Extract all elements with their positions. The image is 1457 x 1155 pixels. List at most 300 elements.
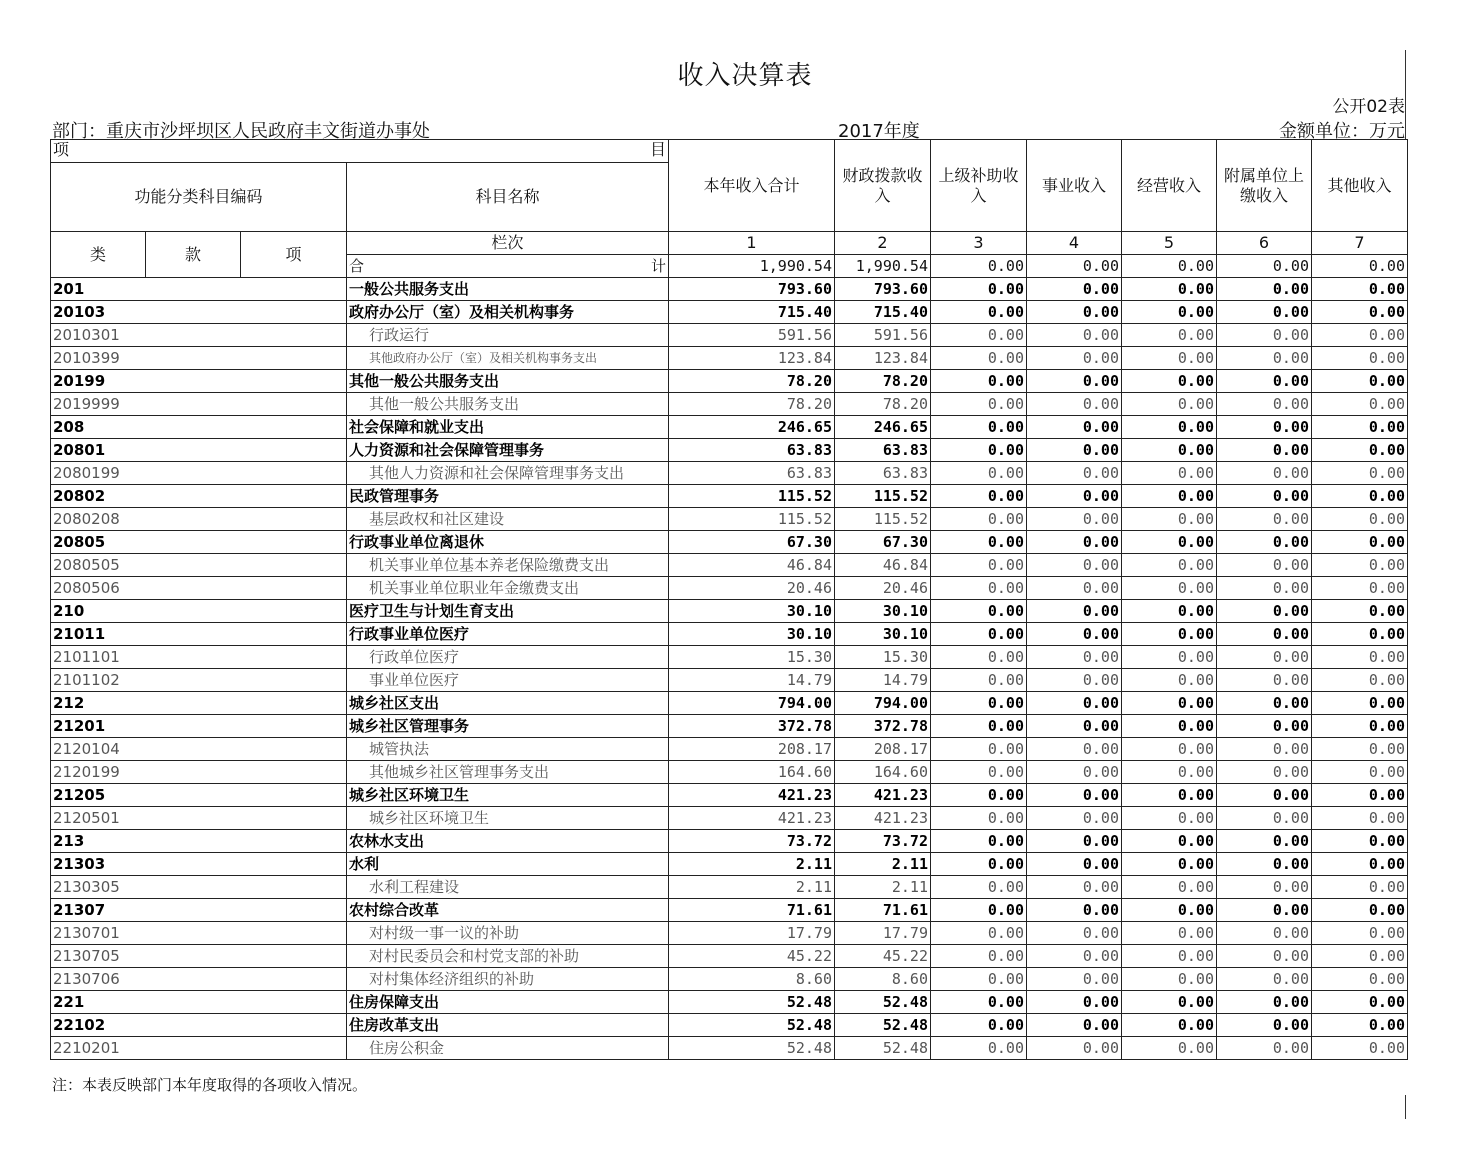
row-value-col-3: 0.00 [931,508,1027,531]
row-value-col-7: 0.00 [1312,1037,1408,1060]
row-value-col-3: 0.00 [931,899,1027,922]
row-value-col-2: 63.83 [835,439,931,462]
row-value-col-6: 0.00 [1217,807,1312,830]
row-subject-name: 农村综合改革 [347,899,669,922]
row-subject-name: 基层政权和社区建设 [347,508,669,531]
table-row [51,807,1408,830]
row-subject-name: 一般公共服务支出 [347,278,669,301]
income-statement-table [50,139,1408,1060]
row-value-col-6: 0.00 [1217,554,1312,577]
total-label-left: 合 [349,257,365,275]
row-value-col-6: 0.00 [1217,899,1312,922]
row-value-col-5: 0.00 [1122,807,1217,830]
row-value-col-7: 0.00 [1312,600,1408,623]
row-value-col-4: 0.00 [1027,807,1122,830]
footnote: 注：本表反映部门本年度取得的各项收入情况。 [52,1076,368,1094]
row-value-col-7: 0.00 [1312,853,1408,876]
row-value-col-5: 0.00 [1122,945,1217,968]
row-value-col-4: 0.00 [1027,416,1122,439]
table-row [51,508,1408,531]
row-value-col-6: 0.00 [1217,462,1312,485]
table-row [51,853,1408,876]
row-code: 20801 [51,439,347,462]
row-value-col-3: 0.00 [931,807,1027,830]
row-subject-name: 机关事业单位基本养老保险缴费支出 [347,554,669,577]
table-row [51,830,1408,853]
row-value-col-2: 63.83 [835,462,931,485]
row-value-col-7: 0.00 [1312,968,1408,991]
row-value-col-6: 0.00 [1217,393,1312,416]
row-value-col-5: 0.00 [1122,439,1217,462]
row-value-col-6: 0.00 [1217,623,1312,646]
row-value-col-7: 0.00 [1312,278,1408,301]
row-value-col-5: 0.00 [1122,1037,1217,1060]
row-value-col-6: 0.00 [1217,968,1312,991]
total-value: 0.00 [1312,255,1408,278]
row-value-col-1: 52.48 [669,991,835,1014]
row-value-col-1: 715.40 [669,301,835,324]
row-code: 210 [51,600,347,623]
row-value-col-5: 0.00 [1122,577,1217,600]
subject-name-header: 科目名称 [347,163,669,232]
row-value-col-5: 0.00 [1122,485,1217,508]
col-header-4: 事业收入 [1027,140,1122,232]
row-value-col-1: 46.84 [669,554,835,577]
row-value-col-6: 0.00 [1217,692,1312,715]
row-value-col-1: 67.30 [669,531,835,554]
row-value-col-6: 0.00 [1217,439,1312,462]
row-code: 2120501 [51,807,347,830]
row-value-col-4: 0.00 [1027,462,1122,485]
row-value-col-2: 17.79 [835,922,931,945]
row-value-col-6: 0.00 [1217,991,1312,1014]
row-value-col-2: 78.20 [835,393,931,416]
row-value-col-6: 0.00 [1217,577,1312,600]
row-code: 2019999 [51,393,347,416]
row-value-col-2: 208.17 [835,738,931,761]
row-value-col-3: 0.00 [931,922,1027,945]
row-value-col-5: 0.00 [1122,623,1217,646]
row-value-col-1: 71.61 [669,899,835,922]
row-code: 2210201 [51,1037,347,1060]
row-value-col-5: 0.00 [1122,600,1217,623]
table-row [51,945,1408,968]
row-value-col-3: 0.00 [931,623,1027,646]
col-num-3: 3 [931,232,1027,255]
row-value-col-2: 30.10 [835,623,931,646]
row-value-col-1: 30.10 [669,600,835,623]
col-header-1: 本年收入合计 [669,140,835,232]
row-value-col-5: 0.00 [1122,669,1217,692]
row-value-col-2: 591.56 [835,324,931,347]
row-value-col-1: 246.65 [669,416,835,439]
row-value-col-3: 0.00 [931,416,1027,439]
row-value-col-5: 0.00 [1122,416,1217,439]
row-value-col-2: 78.20 [835,370,931,393]
row-code: 20199 [51,370,347,393]
total-value: 1,990.54 [669,255,835,278]
right-margin-line [1405,1095,1406,1119]
lanci-label: 栏次 [347,232,669,255]
right-margin-line [1405,50,1406,140]
col-header-7: 其他收入 [1312,140,1408,232]
row-value-col-3: 0.00 [931,600,1027,623]
row-subject-name: 行政事业单位离退休 [347,531,669,554]
row-code: 2101102 [51,669,347,692]
row-subject-name: 其他一般公共服务支出 [347,393,669,416]
row-value-col-3: 0.00 [931,1037,1027,1060]
row-value-col-6: 0.00 [1217,715,1312,738]
row-value-col-5: 0.00 [1122,715,1217,738]
row-value-col-1: 2.11 [669,853,835,876]
table-row [51,462,1408,485]
table-row [51,623,1408,646]
table-row [51,922,1408,945]
row-value-col-1: 208.17 [669,738,835,761]
table-row [51,554,1408,577]
total-value: 0.00 [1027,255,1122,278]
row-value-col-7: 0.00 [1312,692,1408,715]
row-subject-name: 城乡社区支出 [347,692,669,715]
row-value-col-4: 0.00 [1027,669,1122,692]
row-code: 2080506 [51,577,347,600]
row-value-col-6: 0.00 [1217,301,1312,324]
row-code: 213 [51,830,347,853]
row-value-col-6: 0.00 [1217,508,1312,531]
col-num-7: 7 [1312,232,1408,255]
row-value-col-4: 0.00 [1027,554,1122,577]
row-subject-name: 其他一般公共服务支出 [347,370,669,393]
row-value-col-4: 0.00 [1027,324,1122,347]
row-value-col-1: 794.00 [669,692,835,715]
row-value-col-3: 0.00 [931,715,1027,738]
row-value-col-4: 0.00 [1027,439,1122,462]
row-subject-name: 行政单位医疗 [347,646,669,669]
row-value-col-6: 0.00 [1217,324,1312,347]
table-row [51,600,1408,623]
row-value-col-6: 0.00 [1217,1014,1312,1037]
row-value-col-1: 115.52 [669,508,835,531]
table-row [51,301,1408,324]
row-subject-name: 住房公积金 [347,1037,669,1060]
row-value-col-5: 0.00 [1122,692,1217,715]
row-value-col-5: 0.00 [1122,738,1217,761]
row-value-col-1: 123.84 [669,347,835,370]
row-value-col-1: 421.23 [669,784,835,807]
row-value-col-5: 0.00 [1122,646,1217,669]
row-value-col-5: 0.00 [1122,968,1217,991]
row-code: 221 [51,991,347,1014]
row-code: 2010399 [51,347,347,370]
row-value-col-2: 115.52 [835,508,931,531]
table-row [51,416,1408,439]
row-subject-name: 城乡社区环境卫生 [347,807,669,830]
row-value-col-2: 52.48 [835,1037,931,1060]
row-value-col-5: 0.00 [1122,761,1217,784]
row-value-col-3: 0.00 [931,347,1027,370]
row-code: 21205 [51,784,347,807]
row-value-col-7: 0.00 [1312,715,1408,738]
row-value-col-2: 73.72 [835,830,931,853]
row-value-col-6: 0.00 [1217,669,1312,692]
row-value-col-4: 0.00 [1027,761,1122,784]
row-value-col-1: 115.52 [669,485,835,508]
row-value-col-1: 2.11 [669,876,835,899]
row-value-col-2: 14.79 [835,669,931,692]
row-subject-name: 政府办公厅（室）及相关机构事务 [347,301,669,324]
row-code: 21307 [51,899,347,922]
row-subject-name: 农林水支出 [347,830,669,853]
row-subject-name: 机关事业单位职业年金缴费支出 [347,577,669,600]
row-value-col-7: 0.00 [1312,945,1408,968]
row-value-col-2: 52.48 [835,1014,931,1037]
total-label [347,255,669,278]
item-header-right: 目 [649,140,666,159]
row-value-col-5: 0.00 [1122,876,1217,899]
lei-header: 类 [51,232,146,278]
row-value-col-7: 0.00 [1312,324,1408,347]
row-value-col-6: 0.00 [1217,738,1312,761]
row-code: 2080208 [51,508,347,531]
row-value-col-7: 0.00 [1312,531,1408,554]
row-value-col-4: 0.00 [1027,646,1122,669]
table-row [51,347,1408,370]
row-value-col-1: 63.83 [669,462,835,485]
row-value-col-2: 2.11 [835,853,931,876]
row-value-col-6: 0.00 [1217,347,1312,370]
xiang-header: 项 [241,232,347,278]
table-row [51,577,1408,600]
row-value-col-6: 0.00 [1217,945,1312,968]
row-value-col-2: 123.84 [835,347,931,370]
table-row [51,531,1408,554]
func-code-header: 功能分类科目编码 [51,163,347,232]
row-value-col-2: 372.78 [835,715,931,738]
row-subject-name: 行政事业单位医疗 [347,623,669,646]
row-value-col-3: 0.00 [931,853,1027,876]
row-value-col-7: 0.00 [1312,669,1408,692]
row-value-col-5: 0.00 [1122,301,1217,324]
row-subject-name: 住房保障支出 [347,991,669,1014]
row-value-col-1: 20.46 [669,577,835,600]
row-value-col-1: 793.60 [669,278,835,301]
row-value-col-7: 0.00 [1312,485,1408,508]
row-code: 2130706 [51,968,347,991]
row-code: 201 [51,278,347,301]
row-code: 2130305 [51,876,347,899]
row-value-col-2: 793.60 [835,278,931,301]
row-value-col-4: 0.00 [1027,876,1122,899]
row-value-col-4: 0.00 [1027,738,1122,761]
row-value-col-6: 0.00 [1217,853,1312,876]
row-value-col-5: 0.00 [1122,347,1217,370]
row-value-col-2: 246.65 [835,416,931,439]
row-value-col-3: 0.00 [931,784,1027,807]
row-value-col-2: 67.30 [835,531,931,554]
table-row [51,876,1408,899]
row-value-col-2: 71.61 [835,899,931,922]
table-row [51,370,1408,393]
row-value-col-3: 0.00 [931,669,1027,692]
row-value-col-7: 0.00 [1312,439,1408,462]
row-code: 208 [51,416,347,439]
table-row [51,324,1408,347]
row-value-col-1: 52.48 [669,1037,835,1060]
row-code: 2130705 [51,945,347,968]
col-header-6: 附属单位上缴收入 [1217,140,1312,232]
row-value-col-4: 0.00 [1027,899,1122,922]
row-value-col-7: 0.00 [1312,922,1408,945]
row-subject-name: 行政运行 [347,324,669,347]
total-value: 0.00 [931,255,1027,278]
row-subject-name: 水利工程建设 [347,876,669,899]
item-header-left: 项 [53,140,70,159]
row-code: 2101101 [51,646,347,669]
row-subject-name: 住房改革支出 [347,1014,669,1037]
row-code: 21303 [51,853,347,876]
table-row [51,646,1408,669]
row-code: 2130701 [51,922,347,945]
col-num-4: 4 [1027,232,1122,255]
row-subject-name: 其他人力资源和社会保障管理事务支出 [347,462,669,485]
total-value: 0.00 [1122,255,1217,278]
row-value-col-3: 0.00 [931,692,1027,715]
col-header-2: 财政拨款收入 [835,140,931,232]
row-value-col-1: 45.22 [669,945,835,968]
row-value-col-1: 78.20 [669,393,835,416]
row-value-col-4: 0.00 [1027,715,1122,738]
fiscal-year: 2017年度 [838,121,920,142]
row-value-col-7: 0.00 [1312,462,1408,485]
row-value-col-4: 0.00 [1027,830,1122,853]
row-subject-name: 事业单位医疗 [347,669,669,692]
page-title: 收入决算表 [677,61,813,91]
row-value-col-2: 20.46 [835,577,931,600]
row-value-col-5: 0.00 [1122,899,1217,922]
row-value-col-7: 0.00 [1312,577,1408,600]
row-value-col-3: 0.00 [931,554,1027,577]
row-value-col-6: 0.00 [1217,876,1312,899]
row-value-col-3: 0.00 [931,439,1027,462]
row-code: 212 [51,692,347,715]
row-value-col-3: 0.00 [931,945,1027,968]
row-value-col-4: 0.00 [1027,991,1122,1014]
col-num-1: 1 [669,232,835,255]
row-subject-name: 人力资源和社会保障管理事务 [347,439,669,462]
row-code: 21201 [51,715,347,738]
col-num-2: 2 [835,232,931,255]
table-row [51,278,1408,301]
row-subject-name: 对村民委员会和村党支部的补助 [347,945,669,968]
row-value-col-7: 0.00 [1312,784,1408,807]
row-value-col-1: 63.83 [669,439,835,462]
row-value-col-2: 52.48 [835,991,931,1014]
row-value-col-4: 0.00 [1027,853,1122,876]
row-value-col-2: 15.30 [835,646,931,669]
total-value: 1,990.54 [835,255,931,278]
row-value-col-4: 0.00 [1027,968,1122,991]
table-row [51,669,1408,692]
row-value-col-1: 17.79 [669,922,835,945]
row-value-col-7: 0.00 [1312,416,1408,439]
row-value-col-1: 30.10 [669,623,835,646]
row-value-col-5: 0.00 [1122,370,1217,393]
table-row [51,1037,1408,1060]
row-value-col-7: 0.00 [1312,876,1408,899]
row-value-col-3: 0.00 [931,301,1027,324]
row-value-col-3: 0.00 [931,278,1027,301]
row-value-col-1: 591.56 [669,324,835,347]
table-row [51,968,1408,991]
table-row [51,485,1408,508]
row-value-col-2: 45.22 [835,945,931,968]
row-value-col-2: 2.11 [835,876,931,899]
row-value-col-1: 164.60 [669,761,835,784]
table-row [51,715,1408,738]
row-value-col-7: 0.00 [1312,393,1408,416]
row-value-col-6: 0.00 [1217,784,1312,807]
row-value-col-5: 0.00 [1122,508,1217,531]
row-value-col-5: 0.00 [1122,830,1217,853]
row-value-col-7: 0.00 [1312,623,1408,646]
row-value-col-2: 8.60 [835,968,931,991]
row-code: 2080505 [51,554,347,577]
row-value-col-7: 0.00 [1312,508,1408,531]
table-row [51,991,1408,1014]
row-value-col-2: 715.40 [835,301,931,324]
row-code: 21011 [51,623,347,646]
row-value-col-3: 0.00 [931,830,1027,853]
row-value-col-5: 0.00 [1122,922,1217,945]
row-value-col-5: 0.00 [1122,324,1217,347]
row-value-col-4: 0.00 [1027,301,1122,324]
row-value-col-7: 0.00 [1312,646,1408,669]
row-value-col-1: 372.78 [669,715,835,738]
row-value-col-4: 0.00 [1027,278,1122,301]
row-value-col-3: 0.00 [931,738,1027,761]
row-subject-name: 城乡社区管理事务 [347,715,669,738]
item-header [51,140,669,163]
col-header-5: 经营收入 [1122,140,1217,232]
row-code: 22102 [51,1014,347,1037]
row-subject-name: 其他政府办公厅（室）及相关机构事务支出 [347,347,669,370]
table-row [51,738,1408,761]
row-value-col-5: 0.00 [1122,1014,1217,1037]
row-value-col-2: 46.84 [835,554,931,577]
row-value-col-3: 0.00 [931,370,1027,393]
table-row [51,761,1408,784]
row-value-col-4: 0.00 [1027,1014,1122,1037]
row-value-col-6: 0.00 [1217,531,1312,554]
row-subject-name: 城乡社区环境卫生 [347,784,669,807]
table-row [51,899,1408,922]
row-value-col-7: 0.00 [1312,899,1408,922]
row-value-col-5: 0.00 [1122,393,1217,416]
row-value-col-6: 0.00 [1217,761,1312,784]
col-header-3: 上级补助收入 [931,140,1027,232]
row-value-col-4: 0.00 [1027,531,1122,554]
col-num-5: 5 [1122,232,1217,255]
table-row [51,393,1408,416]
table-row [51,692,1408,715]
row-value-col-5: 0.00 [1122,278,1217,301]
row-value-col-3: 0.00 [931,577,1027,600]
row-value-col-6: 0.00 [1217,416,1312,439]
row-value-col-4: 0.00 [1027,393,1122,416]
row-subject-name: 对村集体经济组织的补助 [347,968,669,991]
row-subject-name: 对村级一事一议的补助 [347,922,669,945]
row-value-col-1: 8.60 [669,968,835,991]
